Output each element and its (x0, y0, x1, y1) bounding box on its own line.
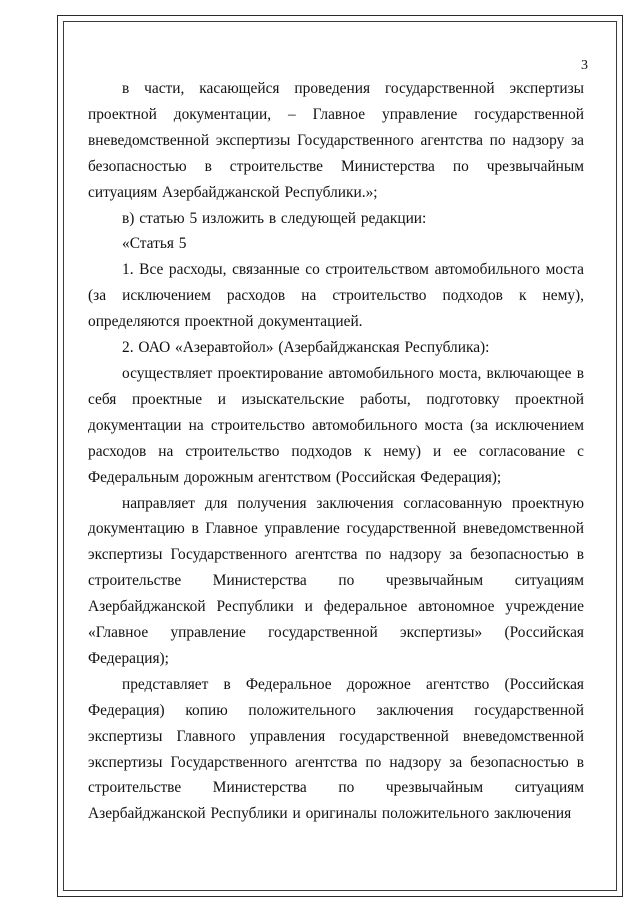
page-number: 3 (581, 58, 588, 73)
document-body (88, 76, 584, 827)
paragraph: представляет в Федеральное дорожное агентство (Российская Федерация) копию положительного заключения государственной экспертизы Главного управления государственной вневедомственной экспертизы Государственного агентства по надзору за безопасностью в строительстве Министерства по чрезвычайным ситуациям Азербайджанской Республики и оригиналы положительного заключения (88, 675, 584, 823)
paragraph: 2. ОАО «Азеравтойол» (Азербайджанская Республика): (122, 339, 490, 357)
paragraph: в) статью 5 изложить в следующей редакции: (122, 209, 427, 227)
paragraph: 1. Все расходы, связанные со строительством автомобильного моста (за исключением расходов на строительство подходов к нему), определяются проектной документацией. (88, 261, 584, 331)
article-heading: «Статья 5 (122, 235, 187, 253)
paragraph: осуществляет проектирование автомобильного моста, включающее в себя проектные и изыскательские работы, подготовку проектной документации на строительство автомобильного моста (за исключением расходов на строительство подходов к нему) и ее согласование с Федеральным дорожным агентством (Российская Федерация); (88, 364, 584, 486)
paragraph: в части, касающейся проведения государственной экспертизы проектной документации, – Главное управление государственной вневедомственной экспертизы Государственного агентства по надзору за безопасностью в строительстве Министерства по чрезвычайным ситуациям Азербайджанской Республики.»; (88, 80, 584, 201)
paragraph: направляет для получения заключения согласованную проектную документацию в Главное управление государственной вневедомственной экспертизы Государственного агентства по надзору за безопасностью в строительстве Министерства по чрезвычайным ситуациям Азербайджанской Республики и федеральное автономное учреждение «Главное управление государственной экспертизы» (Российская Федерация); (88, 494, 584, 667)
